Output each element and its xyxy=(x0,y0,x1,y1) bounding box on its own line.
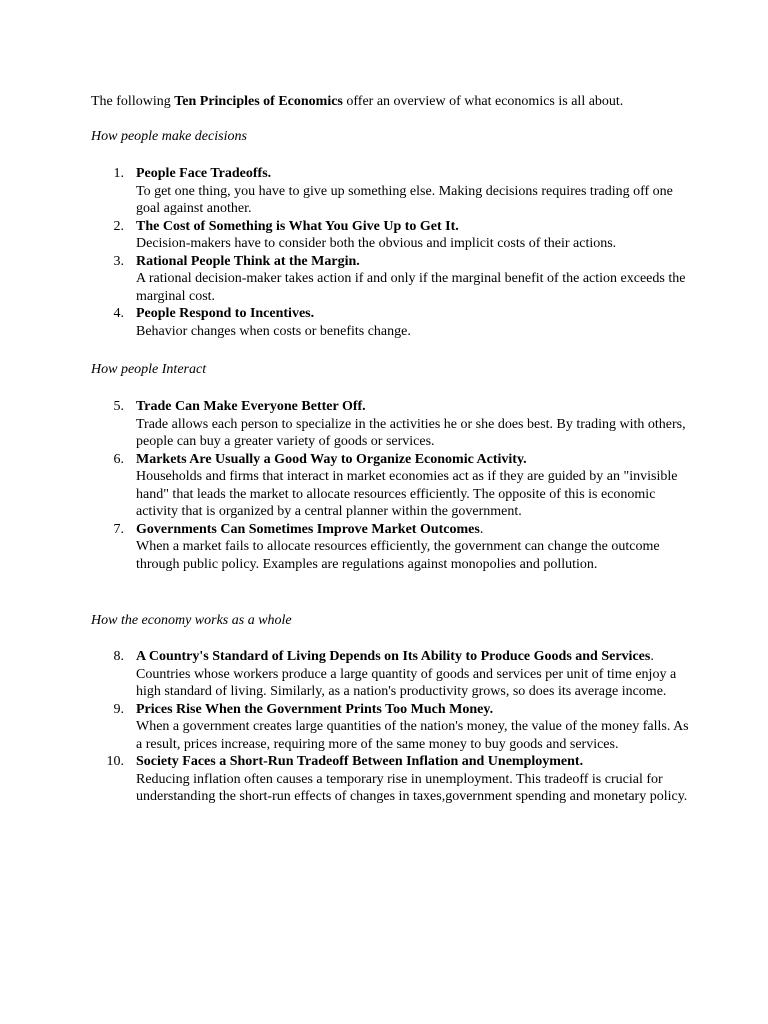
item-description: When a government creates large quantities of the nation's money, the value of the money falls. As a result, prices increase, requiring more of the same money to buy goods and services. xyxy=(136,719,689,752)
intro-text-before: The following xyxy=(91,94,175,109)
item-description: Trade allows each person to specialize in the activities he or she does best. By trading with others, people can buy a greater variety of goods or services. xyxy=(136,416,686,449)
item-number: 7. xyxy=(113,521,124,537)
list-item xyxy=(91,701,691,754)
item-title: Rational People Think at the Margin. xyxy=(136,253,360,269)
item-title: Trade Can Make Everyone Better Off. xyxy=(136,399,366,414)
item-title: A Country's Standard of Living Depends on Its Ability to Produce Goods and Services. xyxy=(136,649,654,664)
list-item xyxy=(91,253,691,306)
section-heading-interact: How people Interact xyxy=(91,362,207,377)
item-description: When a market fails to allocate resources efficiently, the government can change the outcome through public policy. Examples are regulations against monopolies and pollution. xyxy=(136,539,660,572)
principles-list-interact xyxy=(91,398,691,573)
list-item xyxy=(91,165,691,218)
item-number: 3. xyxy=(113,253,124,269)
item-title: People Respond to Incentives. xyxy=(136,306,315,321)
item-number: 10. xyxy=(106,754,124,769)
section-heading-decisions: How people make decisions xyxy=(91,129,247,144)
item-number: 9. xyxy=(113,701,124,717)
principles-list-economy xyxy=(91,648,691,806)
item-description: Decision-makers have to consider both the obvious and implicit costs of their actions. xyxy=(136,236,617,251)
item-title: Society Faces a Short-Run Tradeoff Between Inflation and Unemployment. xyxy=(136,754,584,769)
item-description: Countries whose workers produce a large quantity of goods and services per unit of time enjoy a high standard of living. Similarly, as a nation's productivity grows, so does its average income. xyxy=(136,666,677,699)
item-title: Prices Rise When the Government Prints Too Much Money. xyxy=(136,701,494,717)
item-title: The Cost of Something is What You Give Up to Get It. xyxy=(136,218,459,234)
item-number: 1. xyxy=(113,166,124,181)
list-item xyxy=(91,218,691,253)
item-title: People Face Tradeoffs. xyxy=(136,166,272,181)
item-description: To get one thing, you have to give up something else. Making decisions requires trading off one goal against another. xyxy=(136,183,673,216)
list-item xyxy=(91,753,691,806)
item-number: 5. xyxy=(113,399,124,414)
item-description: Behavior changes when costs or benefits change. xyxy=(136,323,411,339)
list-item xyxy=(91,398,691,451)
list-item xyxy=(91,305,691,340)
principles-list-decisions xyxy=(91,165,691,340)
item-title: Markets Are Usually a Good Way to Organize Economic Activity. xyxy=(136,451,527,467)
item-description: Households and firms that interact in market economies act as if they are guided by an "invisible hand" that leads the market to allocate resources efficiently. The opposite of this is economic activity that is organized by a central planner within the government. xyxy=(136,469,678,519)
item-number: 6. xyxy=(113,451,124,467)
item-title: Governments Can Sometimes Improve Market Outcomes. xyxy=(136,521,484,537)
item-number: 8. xyxy=(113,649,124,664)
intro-bold-title: Ten Principles of Economics xyxy=(174,94,343,109)
list-item xyxy=(91,521,691,574)
item-number: 2. xyxy=(113,218,124,234)
item-description: A rational decision-maker takes action if and only if the marginal benefit of the action exceeds the marginal cost. xyxy=(136,271,686,304)
intro-text-after: offer an overview of what economics is all about. xyxy=(342,94,624,109)
intro-paragraph xyxy=(91,93,731,111)
list-item xyxy=(91,451,691,521)
section-heading-economy: How the economy works as a whole xyxy=(91,613,292,628)
item-description: Reducing inflation often causes a temporary rise in unemployment. This tradeoff is crucial for understanding the short-run effects of changes in taxes,government spending and monetary policy. xyxy=(136,771,688,804)
item-number: 4. xyxy=(113,306,124,321)
list-item xyxy=(91,648,691,701)
